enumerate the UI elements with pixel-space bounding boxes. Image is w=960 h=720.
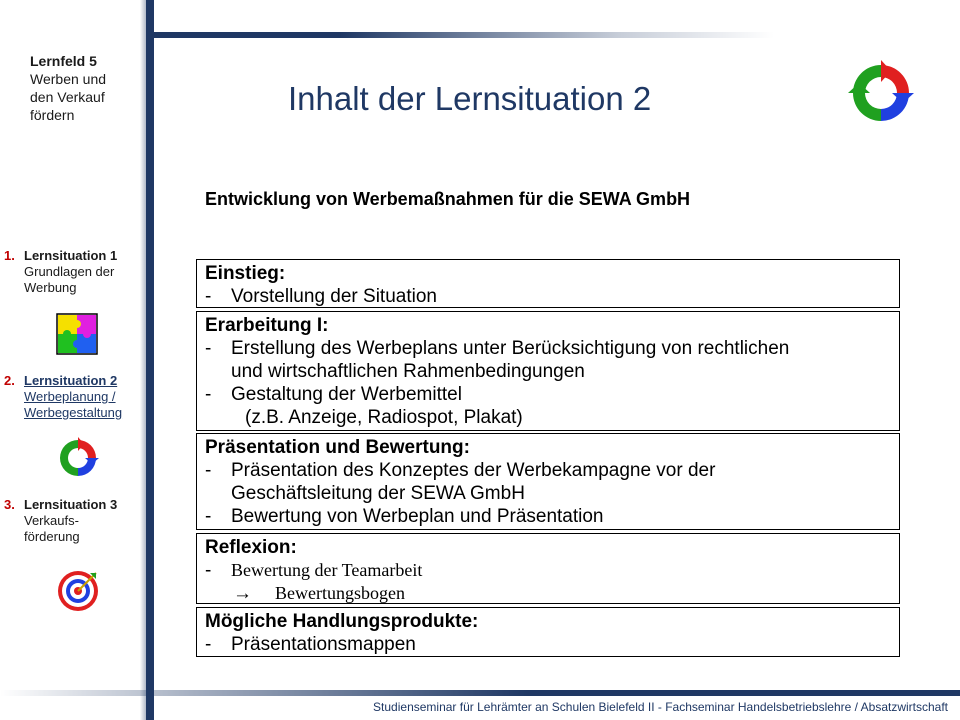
bullet-dash: - [205,460,212,481]
bullet-text-continuation: Geschäftsleitung der SEWA GmbH [231,483,525,504]
bullet-text-continuation: und wirtschaftlichen Rahmenbedingungen [231,361,585,382]
top-header-bar [154,32,774,38]
lernfeld-subtitle-line-2: den Verkauf [30,89,105,105]
section-heading: Reflexion: [205,537,297,558]
bottom-footer-bar [0,690,960,696]
bullet-text-continuation: (z.B. Anzeige, Radiospot, Plakat) [245,407,523,428]
bullet-text: Präsentationsmappen [231,634,416,655]
target-icon[interactable] [56,567,102,613]
bullet-dash: - [205,338,212,359]
section-erarbeitung [196,311,900,431]
bullet-text: Vorstellung der Situation [231,286,437,307]
section-handlungsprodukte [196,607,900,657]
cycle-icon [848,60,914,126]
section-heading: Einstieg: [205,263,286,284]
section-subtitle: Entwicklung von Werbemaßnahmen für die SEWA GmbH [205,189,691,209]
bullet-text: Bewertung der Teamarbeit [231,560,423,580]
lernfeld-subtitle-line-3: fördern [30,107,75,123]
bullet-text: Bewertungsbogen [275,583,405,603]
item-desc-line-2: förderung [24,529,80,544]
bullet-dash: - [205,286,212,307]
bullet-text: Präsentation des Konzeptes der Werbekampagne vor der [231,460,716,481]
item-desc-line-1: Grundlagen der [24,264,115,279]
lernfeld-title: Lernfeld 5 [30,53,97,69]
section-reflexion [196,533,900,604]
section-heading: Präsentation und Bewertung: [205,437,470,458]
item-name: Lernsituation 3 [24,497,118,512]
sidebar-item-lernsituation-1[interactable] [4,248,146,296]
lernfeld-subtitle-line-1: Werben und [30,71,107,87]
item-name: Lernsituation 2 [24,373,118,388]
bullet-dash: - [205,634,212,655]
item-number: 2. [4,373,15,388]
sidebar-item-lernsituation-2[interactable] [4,373,146,421]
arrow-right-icon: → [233,583,252,604]
item-desc-line-2: Werbegestaltung [24,405,123,420]
section-heading: Mögliche Handlungsprodukte: [205,611,479,632]
cycle-icon[interactable] [57,437,99,479]
bullet-dash: - [205,560,212,581]
vertical-divider-bar [146,0,154,720]
bullet-dash: - [205,506,212,527]
sidebar-item-lernsituation-3[interactable] [4,497,146,545]
item-desc-line-2: Werbung [24,280,77,295]
lernfeld-label [30,52,142,124]
section-einstieg [196,259,900,308]
item-desc-line-1: Verkaufs- [24,513,79,528]
item-desc-line-1: Werbeplanung / [24,389,116,404]
puzzle-icon[interactable] [56,313,98,355]
bullet-text: Erstellung des Werbeplans unter Berücksichtigung von rechtlichen [231,338,790,359]
bullet-text: Bewertung von Werbeplan und Präsentation [231,506,604,527]
sidebar [0,0,146,690]
item-number: 1. [4,248,15,263]
page-title: Inhalt der Lernsituation 2 [288,80,652,117]
item-number: 3. [4,497,15,512]
section-praesentation [196,433,900,530]
bullet-text: Gestaltung der Werbemittel [231,384,462,405]
bullet-dash: - [205,384,212,405]
footer-text: Studienseminar für Lehrämter an Schulen Bielefeld II - Fachseminar Handelsbetriebslehre / Absatzwirtschaft [373,700,948,714]
item-name: Lernsituation 1 [24,248,118,263]
section-heading: Erarbeitung I: [205,315,329,336]
